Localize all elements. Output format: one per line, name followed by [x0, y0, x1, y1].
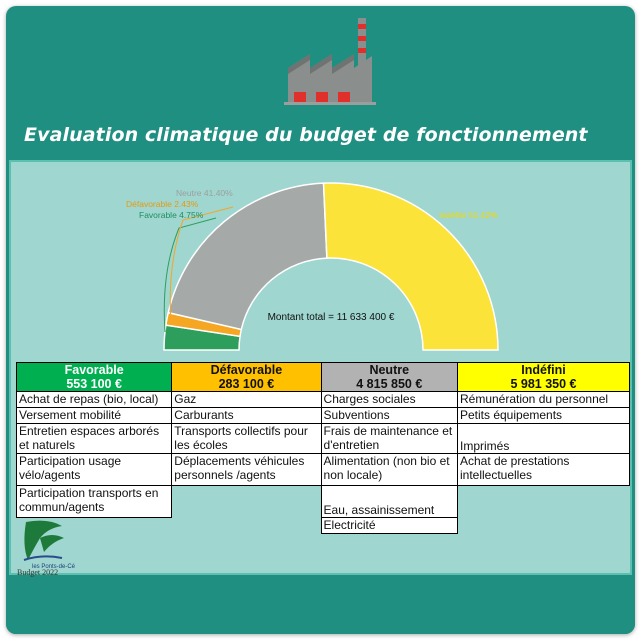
factory-icon [284, 16, 380, 110]
table-row [17, 518, 630, 534]
slice-indefini [324, 183, 498, 350]
cell-indefini: Rémunération du personnel [457, 392, 629, 408]
header-indefini-amount: 5 981 350 € [510, 377, 577, 391]
cell-neutre: Frais de maintenance et d'entretien [321, 424, 457, 454]
cell-favorable: Entretien espaces arborés et naturels [17, 424, 172, 454]
header-favorable-amount: 553 100 € [66, 377, 122, 391]
cell-favorable: Versement mobilité [17, 408, 172, 424]
footer-band [6, 578, 635, 634]
header-defavorable-name: Défavorable [210, 363, 283, 377]
cell-neutre: Alimentation (non bio et non locale) [321, 454, 457, 486]
table-row [17, 454, 630, 486]
header-favorable-name: Favorable [64, 363, 124, 377]
logo-caption: Budget 2022 [17, 568, 59, 577]
table-row [17, 392, 630, 408]
cell-defavorable: Carburants [172, 408, 321, 424]
cell-neutre: Subventions [321, 408, 457, 424]
logo-text: les Ponts-de-Cé [32, 564, 76, 570]
budget-table [16, 362, 630, 534]
cell-indefini: Achat de prestations intellectuelles [457, 454, 629, 486]
label-indefini: Indéfini 51.42% [439, 210, 498, 220]
header-neutre-amount: 4 815 850 € [356, 377, 423, 391]
cell-neutre: Eau, assainissement [321, 486, 457, 518]
header-indefini [457, 363, 629, 392]
table-row [17, 408, 630, 424]
center-total-label: Montant total = 11 633 400 € [267, 312, 395, 323]
cell-favorable: Participation transports en commun/agents [17, 486, 172, 518]
header-indefini-name: Indéfini [521, 363, 566, 377]
header-row [17, 363, 630, 392]
content-panel [9, 160, 632, 575]
cell-neutre: Charges sociales [321, 392, 457, 408]
cell-indefini: Petits équipements [457, 408, 629, 424]
cell-favorable: Achat de repas (bio, local) [17, 392, 172, 408]
empty-cell [172, 518, 321, 534]
table-row [17, 486, 630, 518]
header-favorable [17, 363, 172, 392]
half-donut-chart [11, 162, 634, 362]
cell-defavorable: Transports collectifs pour les écoles [172, 424, 321, 454]
header-defavorable-amount: 283 100 € [218, 377, 275, 391]
label-favorable: Favorable 4.75% [139, 210, 204, 220]
ponts-de-ce-logo [18, 516, 78, 576]
label-defavorable: Défavorable 2.43% [126, 199, 199, 209]
cell-indefini: Imprimés [457, 424, 629, 454]
empty-cell [457, 486, 629, 518]
budget-card [6, 6, 635, 634]
cell-defavorable: Déplacements véhicules personnels /agents [172, 454, 321, 486]
cell-favorable: Participation usage vélo/agents [17, 454, 172, 486]
label-neutre: Neutre 41.40% [176, 188, 233, 198]
header-neutre-name: Neutre [369, 363, 410, 377]
empty-cell [457, 518, 629, 534]
empty-cell [172, 486, 321, 518]
header-neutre [321, 363, 457, 392]
table-row [17, 424, 630, 454]
cell-defavorable: Gaz [172, 392, 321, 408]
header-defavorable [172, 363, 321, 392]
cell-neutre: Electricité [321, 518, 457, 534]
page-title: Evaluation climatique du budget de fonctionnement [24, 124, 588, 146]
